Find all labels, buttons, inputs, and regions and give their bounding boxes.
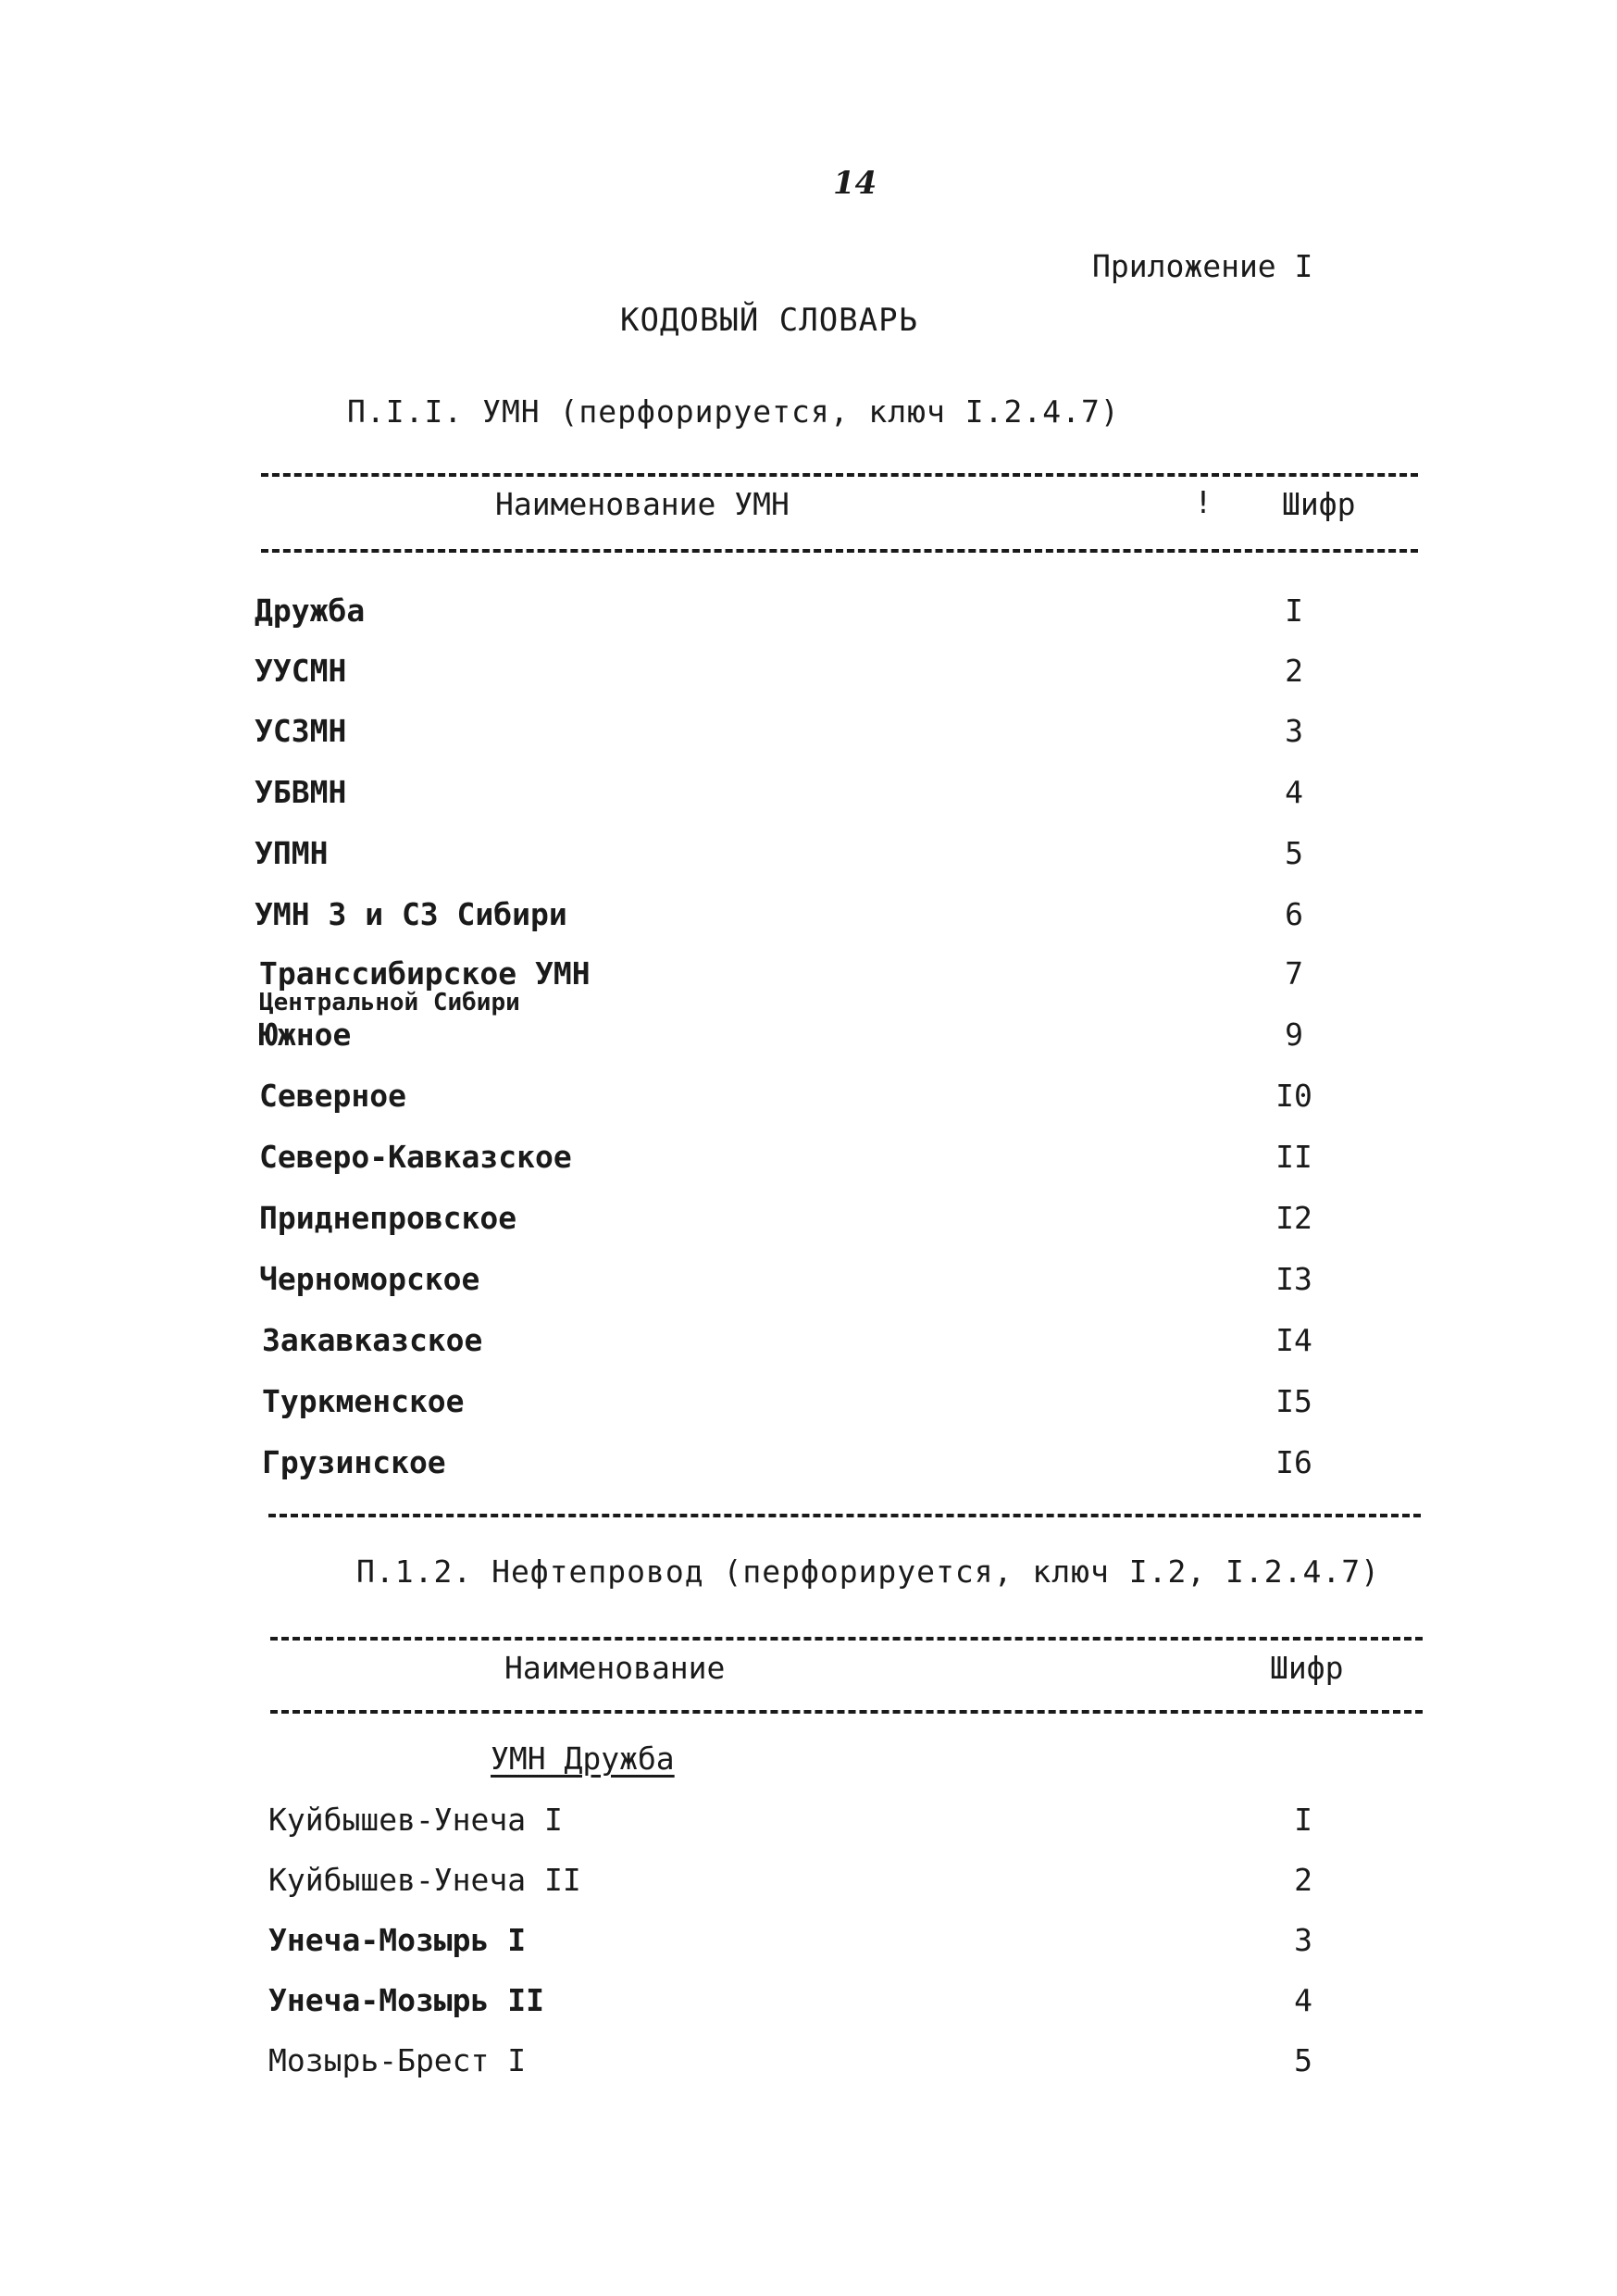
section2-row-code: 2	[1294, 1862, 1312, 1898]
section2-title: П.1.2. Нефтепровод (перфорируется, ключ I.2, I.2.4.7)	[356, 1554, 1380, 1590]
section1-row-code: 4	[1285, 774, 1303, 810]
page-number: 14	[833, 165, 877, 202]
section1-row-name: Черноморское	[259, 1261, 480, 1297]
section2-row-code: 4	[1294, 1982, 1312, 2018]
section1-row-name: Грузинское	[262, 1444, 446, 1480]
section1-rule-bottom	[268, 1514, 1421, 1517]
section2-row-code: 3	[1294, 1922, 1312, 1958]
section2-row-code: 5	[1294, 2042, 1312, 2078]
section1-row-name: Приднепровское	[259, 1200, 517, 1236]
section1-row-name: УМН З и СЗ Сибири	[255, 896, 567, 932]
section2-row-name: Куйбышев-Унеча II	[268, 1862, 581, 1898]
section2-subheading: УМН Дружба	[491, 1741, 675, 1777]
section1-row-name: Северное	[259, 1078, 406, 1114]
section2-row-code: I	[1294, 1802, 1312, 1838]
section1-row-code: I6	[1275, 1444, 1312, 1480]
section1-row-name: Закавказское	[262, 1322, 483, 1358]
section1-inserted-line: Центральной Сибири	[259, 989, 520, 1017]
section1-row-code: 9	[1285, 1017, 1303, 1053]
section2-row-name: Куйбышев-Унеча I	[268, 1802, 563, 1838]
section2-header-code: Шифр	[1270, 1650, 1344, 1686]
section1-row-code: I2	[1275, 1200, 1312, 1236]
section1-title: П.I.I. УМН (перфорируется, ключ I.2.4.7)	[347, 393, 1120, 430]
section1-row-code: 6	[1285, 896, 1303, 932]
section1-row-name: УСЗМН	[255, 713, 347, 749]
section1-header-separator: !	[1194, 484, 1213, 520]
section1-row-code: 5	[1285, 835, 1303, 871]
section1-row-code: I4	[1275, 1322, 1312, 1358]
document-title: КОДОВЫЙ СЛОВАРЬ	[620, 302, 919, 339]
section1-row-name: Дружба	[255, 593, 366, 629]
section1-row-name: УБВМН	[255, 774, 347, 810]
section1-row-code: I	[1285, 593, 1303, 629]
section1-row-code: 7	[1285, 955, 1303, 992]
section2-rule-top	[270, 1637, 1423, 1641]
section2-rule-header	[270, 1710, 1423, 1714]
section1-row-code: I0	[1275, 1078, 1312, 1114]
section2-row-name: Унеча-Мозырь I	[268, 1922, 527, 1958]
section1-row-code: II	[1275, 1139, 1312, 1175]
section1-rule-top	[261, 473, 1418, 477]
section2-row-name: Унеча-Мозырь II	[268, 1982, 545, 2018]
section1-header-name: Наименование УМН	[495, 486, 790, 522]
section1-row-name: Транссибирское УМН	[259, 955, 591, 992]
section1-row-name: Северо-Кавказское	[259, 1139, 572, 1175]
section1-rule-header	[261, 549, 1418, 553]
section1-row-code: I5	[1275, 1383, 1312, 1419]
section1-row-name: Южное	[259, 1017, 352, 1053]
section2-row-name: Мозырь-Брест I	[268, 2042, 527, 2078]
appendix-label: Приложение I	[1092, 248, 1313, 284]
section1-row-code: 3	[1285, 713, 1303, 749]
section1-row-name: УУСМН	[255, 653, 347, 689]
section2-header-name: Наименование	[504, 1650, 726, 1686]
section1-row-code: 2	[1285, 653, 1303, 689]
section1-row-code: I3	[1275, 1261, 1312, 1297]
section1-row-name: Туркменское	[262, 1383, 465, 1419]
section1-header-code: Шифр	[1282, 486, 1356, 522]
section1-row-name: УПМН	[255, 835, 329, 871]
